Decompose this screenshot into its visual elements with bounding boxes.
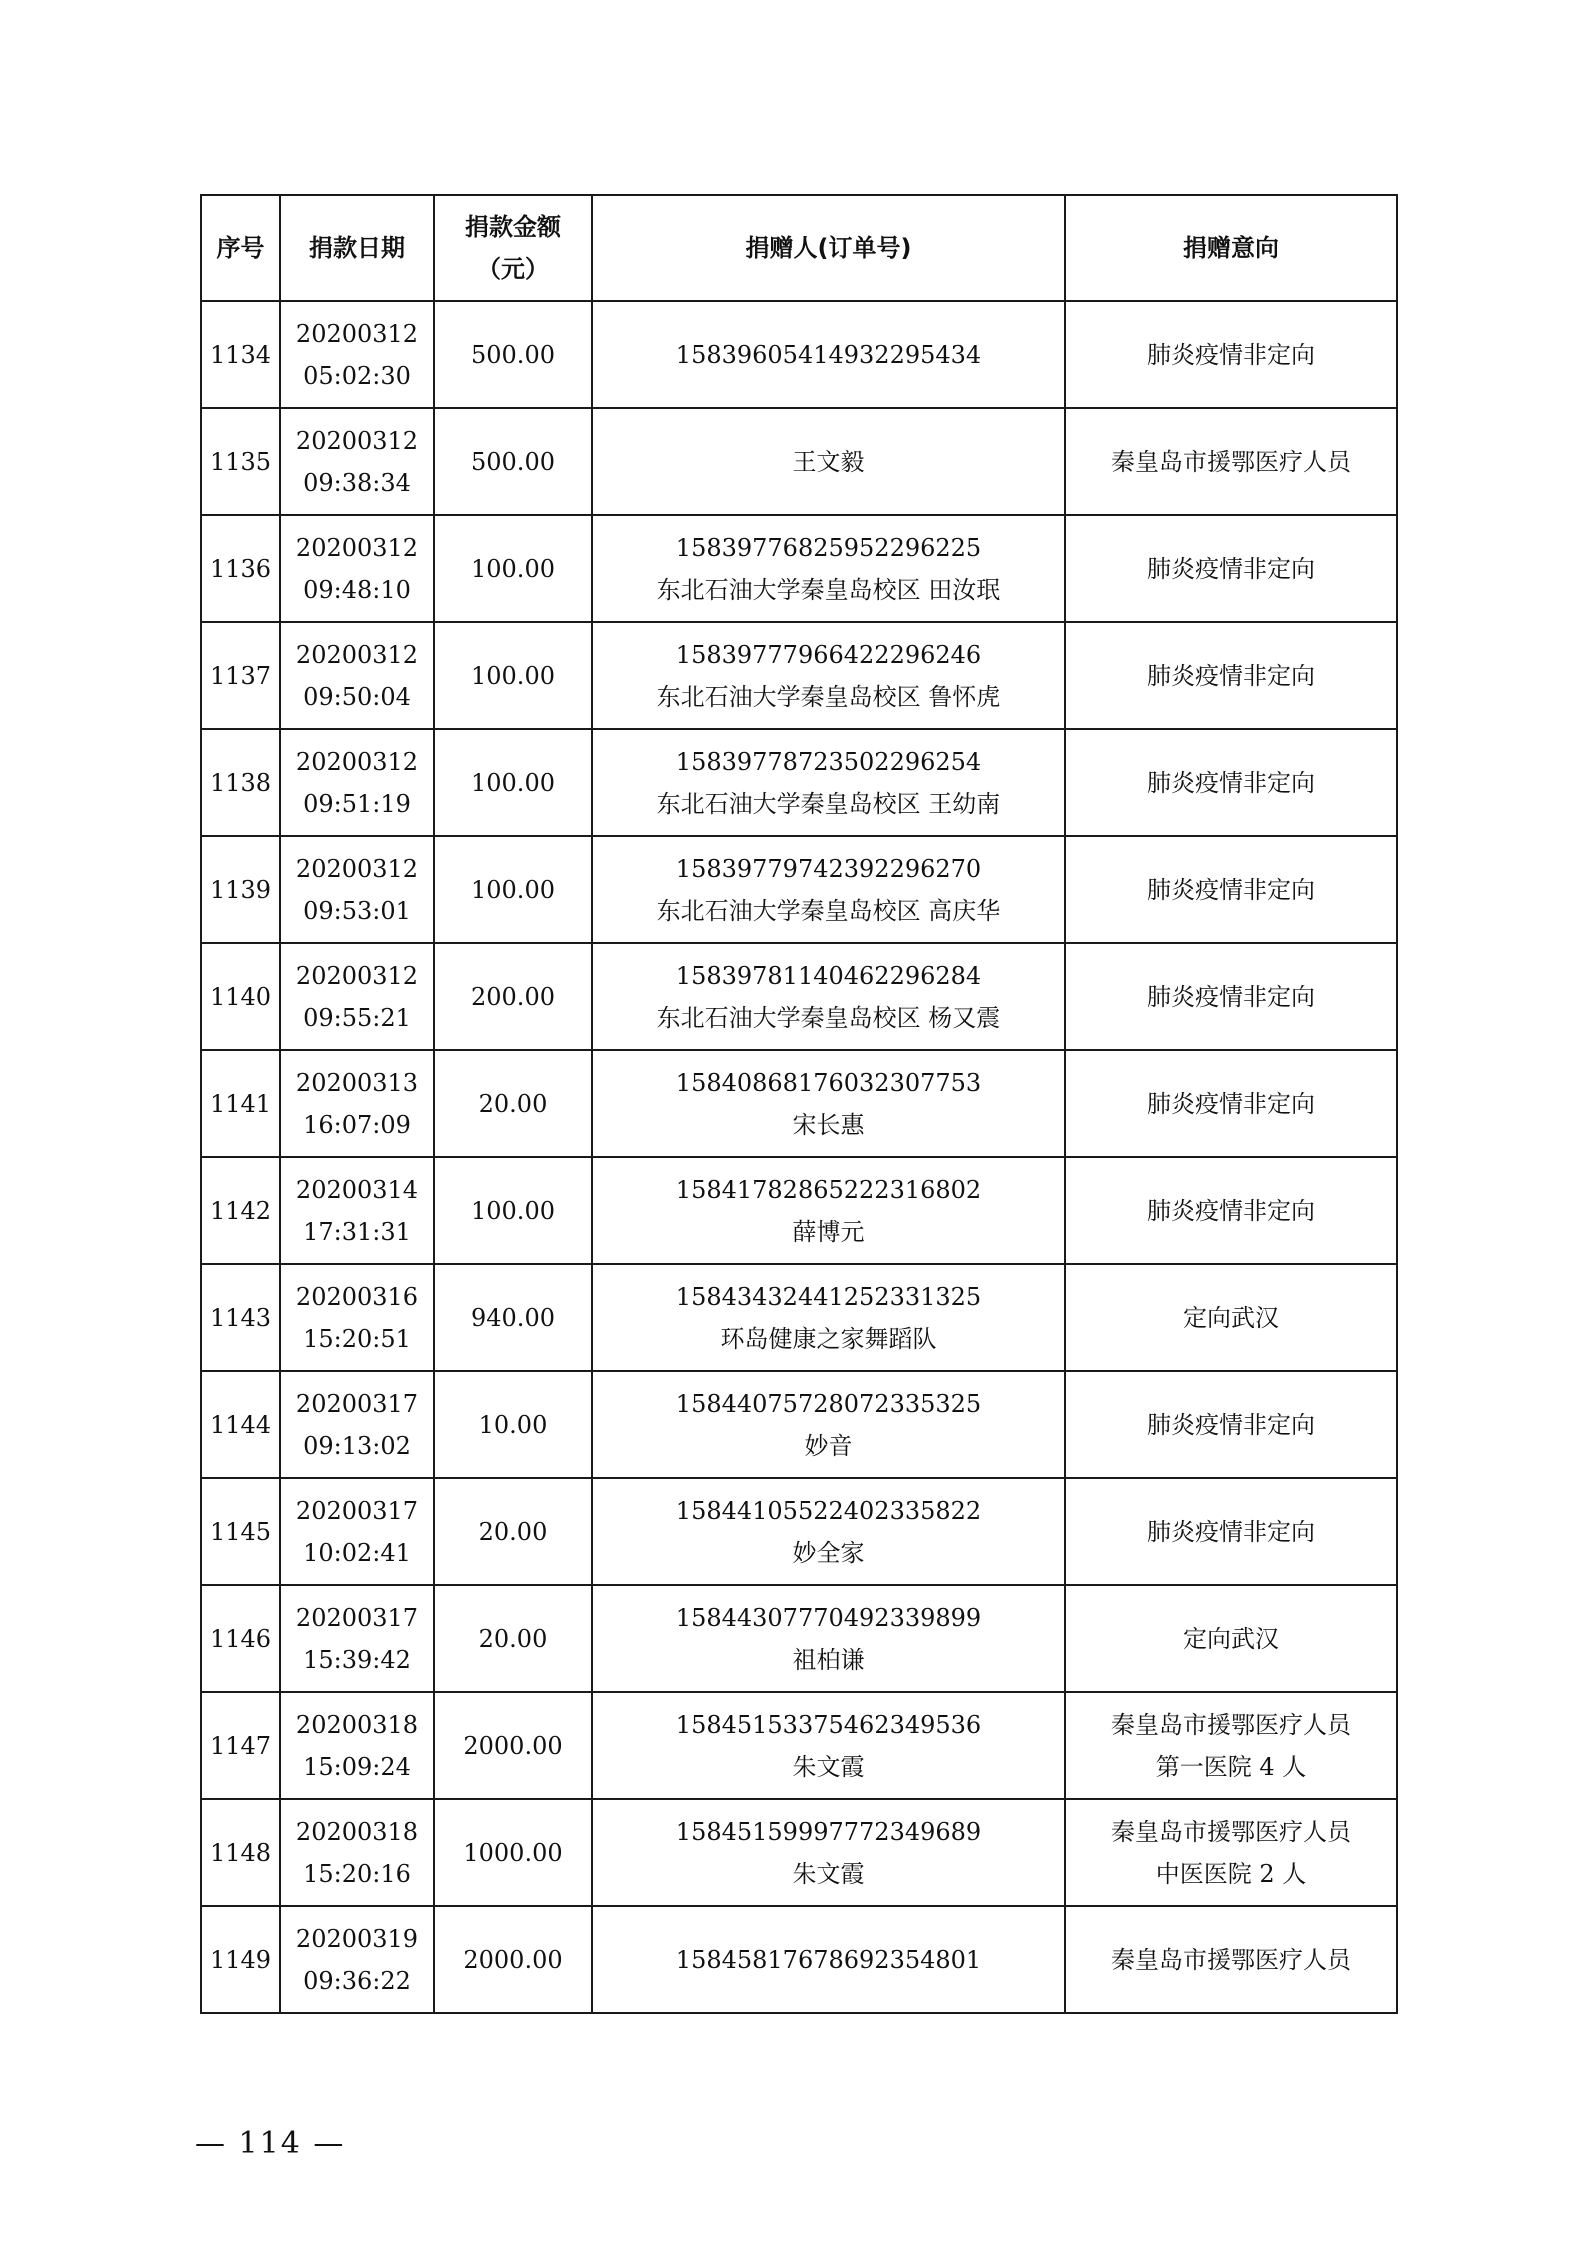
cell-donor: [592, 1371, 1065, 1478]
cell-intent-line1: 肺炎疫情非定向: [1147, 661, 1315, 690]
cell-seq: 1136: [201, 515, 280, 622]
cell-intent-line1: 肺炎疫情非定向: [1147, 1089, 1315, 1118]
cell-donor-order: 15840868176032307753: [675, 1068, 982, 1097]
cell-donor-name: 东北石油大学秦皇岛校区 鲁怀虎: [656, 682, 1001, 711]
cell-date-day: 20200312: [295, 640, 419, 669]
cell-donor-order: 15839776825952296225: [675, 533, 982, 562]
cell-date: [280, 1799, 434, 1906]
cell-amount: 10.00: [434, 1371, 592, 1478]
cell-date-day: 20200312: [295, 319, 419, 348]
cell-donor-order: 15839605414932295434: [675, 340, 982, 369]
cell-date: [280, 622, 434, 729]
header-seq: 序号: [201, 195, 280, 301]
cell-date-day: 20200312: [295, 747, 419, 776]
cell-date-time: 16:07:09: [303, 1110, 411, 1139]
cell-date: [280, 1050, 434, 1157]
cell-donor-order: 15844105522402335822: [675, 1496, 982, 1525]
cell-donor: [592, 1050, 1065, 1157]
table-row: [201, 729, 1397, 836]
cell-donor: [592, 729, 1065, 836]
cell-amount: 200.00: [434, 943, 592, 1050]
cell-date-time: 17:31:31: [303, 1217, 411, 1246]
cell-donor-name: 环岛健康之家舞蹈队: [720, 1324, 937, 1353]
table-row: [201, 1906, 1397, 2013]
header-amount: [434, 195, 592, 301]
cell-donor-order: 15845153375462349536: [675, 1710, 982, 1739]
cell-intent: [1065, 1264, 1397, 1371]
cell-date: [280, 1371, 434, 1478]
table-row: [201, 1371, 1397, 1478]
header-intent: 捐赠意向: [1065, 195, 1397, 301]
cell-donor-name: 东北石油大学秦皇岛校区 王幼南: [656, 789, 1001, 818]
cell-amount: 940.00: [434, 1264, 592, 1371]
cell-amount: 100.00: [434, 515, 592, 622]
table-row: [201, 1585, 1397, 1692]
cell-date-day: 20200317: [295, 1603, 419, 1632]
cell-date-time: 15:20:16: [303, 1859, 411, 1888]
cell-donor-order: 15839779742392296270: [675, 854, 982, 883]
cell-seq: 1139: [201, 836, 280, 943]
cell-donor: [592, 943, 1065, 1050]
cell-date-time: 09:13:02: [303, 1431, 411, 1460]
cell-intent-line1: 肺炎疫情非定向: [1147, 554, 1315, 583]
cell-seq: 1135: [201, 408, 280, 515]
cell-donor-order: 15844307770492339899: [675, 1603, 982, 1632]
cell-amount: 20.00: [434, 1050, 592, 1157]
cell-intent-line2: 第一医院 4 人: [1155, 1752, 1307, 1781]
cell-intent: [1065, 1371, 1397, 1478]
cell-intent-line1: 定向武汉: [1183, 1624, 1279, 1653]
cell-intent-line1: 秦皇岛市援鄂医疗人员: [1111, 1945, 1351, 1974]
cell-amount: 100.00: [434, 622, 592, 729]
header-amount-line1: 捐款金额: [465, 213, 561, 241]
table-row: [201, 1799, 1397, 1906]
cell-date-day: 20200314: [295, 1175, 419, 1204]
cell-donor: [592, 515, 1065, 622]
cell-amount: 2000.00: [434, 1906, 592, 2013]
cell-date-time: 09:48:10: [303, 575, 411, 604]
cell-donor: [592, 622, 1065, 729]
cell-date-time: 15:09:24: [303, 1752, 411, 1781]
cell-amount: 100.00: [434, 836, 592, 943]
cell-date-day: 20200318: [295, 1817, 419, 1846]
cell-donor-order: 15839778723502296254: [675, 747, 982, 776]
table-row: [201, 943, 1397, 1050]
cell-donor: [592, 1157, 1065, 1264]
table-row: [201, 1692, 1397, 1799]
cell-seq: 1140: [201, 943, 280, 1050]
cell-donor-order: 15843432441252331325: [675, 1282, 982, 1311]
cell-intent: [1065, 408, 1397, 515]
cell-date-day: 20200318: [295, 1710, 419, 1739]
cell-donor-order: 15839781140462296284: [675, 961, 982, 990]
cell-donor: [592, 1585, 1065, 1692]
cell-intent: [1065, 729, 1397, 836]
cell-intent: [1065, 1906, 1397, 2013]
cell-seq: 1145: [201, 1478, 280, 1585]
cell-date: [280, 943, 434, 1050]
cell-donor-name: 东北石油大学秦皇岛校区 高庆华: [656, 896, 1001, 925]
cell-donor: [592, 1264, 1065, 1371]
cell-date-time: 09:55:21: [303, 1003, 411, 1032]
cell-donor: [592, 1906, 1065, 2013]
page-number: — 114 —: [195, 2126, 346, 2161]
cell-donor-name: 朱文霞: [792, 1752, 865, 1781]
cell-date: [280, 408, 434, 515]
cell-date-day: 20200317: [295, 1496, 419, 1525]
cell-donor-name: 薛博元: [792, 1217, 865, 1246]
cell-seq: 1134: [201, 301, 280, 408]
cell-intent: [1065, 1799, 1397, 1906]
cell-date: [280, 1478, 434, 1585]
cell-donor-name: 妙全家: [792, 1538, 865, 1567]
cell-donor: [592, 1478, 1065, 1585]
cell-seq: 1148: [201, 1799, 280, 1906]
cell-date-day: 20200312: [295, 533, 419, 562]
cell-amount: 1000.00: [434, 1799, 592, 1906]
cell-amount: 100.00: [434, 729, 592, 836]
cell-donor-order: 15841782865222316802: [675, 1175, 982, 1204]
table-row: [201, 1157, 1397, 1264]
cell-donor-name: 妙音: [804, 1431, 853, 1460]
cell-seq: 1138: [201, 729, 280, 836]
cell-date: [280, 301, 434, 408]
cell-date-time: 15:20:51: [303, 1324, 411, 1353]
cell-donor: [592, 408, 1065, 515]
cell-donor: [592, 1692, 1065, 1799]
cell-amount: 500.00: [434, 408, 592, 515]
cell-intent: [1065, 1692, 1397, 1799]
cell-intent-line1: 肺炎疫情非定向: [1147, 1517, 1315, 1546]
cell-amount: 20.00: [434, 1585, 592, 1692]
cell-seq: 1149: [201, 1906, 280, 2013]
cell-date-day: 20200312: [295, 854, 419, 883]
cell-date: [280, 1157, 434, 1264]
cell-date: [280, 836, 434, 943]
cell-donor: [592, 301, 1065, 408]
cell-date-time: 09:38:34: [303, 468, 411, 497]
cell-intent-line2: 中医医院 2 人: [1155, 1859, 1307, 1888]
cell-date-time: 09:51:19: [303, 789, 411, 818]
cell-intent: [1065, 1050, 1397, 1157]
cell-seq: 1141: [201, 1050, 280, 1157]
cell-donor-name: 朱文霞: [792, 1859, 865, 1888]
cell-seq: 1143: [201, 1264, 280, 1371]
cell-date-time: 10:02:41: [303, 1538, 411, 1567]
table-row: [201, 1264, 1397, 1371]
header-donor: 捐赠人(订单号): [592, 195, 1065, 301]
cell-date: [280, 1906, 434, 2013]
cell-date: [280, 1585, 434, 1692]
cell-amount: 20.00: [434, 1478, 592, 1585]
cell-intent-line1: 定向武汉: [1183, 1303, 1279, 1332]
cell-date-time: 09:53:01: [303, 896, 411, 925]
cell-intent-line1: 肺炎疫情非定向: [1147, 768, 1315, 797]
cell-intent: [1065, 1585, 1397, 1692]
cell-amount: 100.00: [434, 1157, 592, 1264]
donation-table: [200, 194, 1398, 2014]
cell-date-day: 20200316: [295, 1282, 419, 1311]
table-row: [201, 1478, 1397, 1585]
table-row: [201, 836, 1397, 943]
cell-intent: [1065, 301, 1397, 408]
cell-date-time: 09:36:22: [303, 1966, 411, 1995]
cell-date-day: 20200313: [295, 1068, 419, 1097]
cell-intent: [1065, 1478, 1397, 1585]
table-row: [201, 622, 1397, 729]
cell-date-day: 20200319: [295, 1924, 419, 1953]
header-amount-line2: （元）: [477, 255, 549, 283]
cell-date: [280, 1692, 434, 1799]
cell-seq: 1146: [201, 1585, 280, 1692]
table-row: [201, 1050, 1397, 1157]
cell-intent-line1: 秦皇岛市援鄂医疗人员: [1111, 1710, 1351, 1739]
cell-donor-order: 15844075728072335325: [675, 1389, 982, 1418]
cell-date: [280, 515, 434, 622]
cell-intent-line1: 肺炎疫情非定向: [1147, 1196, 1315, 1225]
table-row: [201, 515, 1397, 622]
cell-donor-name: 东北石油大学秦皇岛校区 田汝珉: [656, 575, 1001, 604]
cell-intent: [1065, 836, 1397, 943]
cell-date: [280, 1264, 434, 1371]
cell-date-time: 15:39:42: [303, 1645, 411, 1674]
cell-donor-name: 祖柏谦: [792, 1645, 865, 1674]
cell-date-day: 20200317: [295, 1389, 419, 1418]
cell-seq: 1147: [201, 1692, 280, 1799]
cell-seq: 1142: [201, 1157, 280, 1264]
cell-intent: [1065, 1157, 1397, 1264]
cell-intent: [1065, 515, 1397, 622]
cell-intent-line1: 肺炎疫情非定向: [1147, 1410, 1315, 1439]
table-body: [201, 301, 1397, 2013]
cell-donor-order: 15839777966422296246: [675, 640, 982, 669]
cell-intent: [1065, 622, 1397, 729]
cell-amount: 500.00: [434, 301, 592, 408]
table-row: [201, 408, 1397, 515]
cell-date-time: 09:50:04: [303, 682, 411, 711]
cell-date-time: 05:02:30: [303, 361, 411, 390]
cell-intent-line1: 肺炎疫情非定向: [1147, 875, 1315, 904]
cell-donor: [592, 1799, 1065, 1906]
cell-date-day: 20200312: [295, 426, 419, 455]
table-header-row: [201, 195, 1397, 301]
cell-donor-order: 15845159997772349689: [675, 1817, 982, 1846]
cell-donor-order: 王文毅: [792, 447, 865, 476]
cell-intent-line1: 秦皇岛市援鄂医疗人员: [1111, 447, 1351, 476]
cell-intent-line1: 肺炎疫情非定向: [1147, 982, 1315, 1011]
cell-donor-name: 宋长惠: [792, 1110, 865, 1139]
cell-amount: 2000.00: [434, 1692, 592, 1799]
cell-date-day: 20200312: [295, 961, 419, 990]
header-date: 捐款日期: [280, 195, 434, 301]
cell-intent-line1: 秦皇岛市援鄂医疗人员: [1111, 1817, 1351, 1846]
cell-donor-order: 15845817678692354801: [675, 1945, 982, 1974]
cell-seq: 1137: [201, 622, 280, 729]
table-row: [201, 301, 1397, 408]
cell-date: [280, 729, 434, 836]
cell-intent-line1: 肺炎疫情非定向: [1147, 340, 1315, 369]
cell-intent: [1065, 943, 1397, 1050]
cell-donor-name: 东北石油大学秦皇岛校区 杨又震: [656, 1003, 1001, 1032]
cell-seq: 1144: [201, 1371, 280, 1478]
cell-donor: [592, 836, 1065, 943]
